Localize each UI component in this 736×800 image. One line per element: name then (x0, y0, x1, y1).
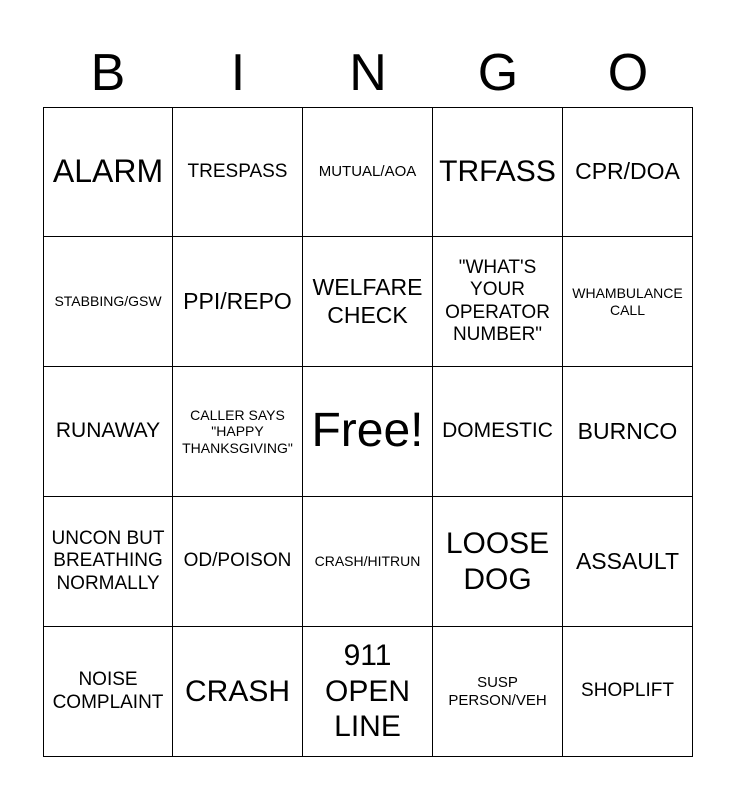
cell-text: "WHAT'S YOUR OPERATOR NUMBER" (445, 256, 550, 345)
bingo-cell[interactable] (303, 237, 433, 367)
bingo-cell[interactable] (433, 627, 563, 757)
cell-text: RUNAWAY (55, 419, 161, 443)
cell-text: TRESPASS (187, 160, 288, 182)
cell-text: CRASH (184, 674, 290, 708)
bingo-cell[interactable] (433, 367, 563, 497)
cell-text: LOOSE DOG (445, 527, 550, 596)
cell-text: WELFARE CHECK (312, 274, 423, 328)
bingo-cell[interactable] (303, 107, 433, 237)
bingo-cell[interactable] (433, 107, 563, 237)
header-letter-g: G (477, 44, 519, 102)
cell-text: BURNCO (577, 417, 678, 444)
cell-text: ALARM (52, 153, 164, 190)
bingo-cell[interactable] (43, 497, 173, 627)
bingo-cell[interactable] (173, 237, 303, 367)
bingo-cell[interactable] (433, 497, 563, 627)
cell-text: WHAMBULANCE CALL (572, 284, 683, 318)
bingo-cell[interactable] (563, 497, 693, 627)
bingo-cell[interactable] (303, 627, 433, 757)
free-space-text: Free! (311, 404, 424, 458)
cell-text: SUSP PERSON/VEH (448, 673, 547, 709)
cell-text: CALLER SAYS "HAPPY THANKSGIVING" (182, 406, 293, 456)
bingo-cell[interactable] (173, 627, 303, 757)
cell-text: TRFASS (439, 155, 556, 189)
cell-text: NOISE COMPLAINT (52, 669, 164, 713)
bingo-cell[interactable] (173, 497, 303, 627)
cell-text: CRASH/HITRUN (314, 553, 421, 570)
bingo-cell[interactable] (43, 367, 173, 497)
header-letter-b: B (90, 44, 126, 102)
bingo-cell[interactable] (563, 627, 693, 757)
free-space[interactable] (303, 367, 433, 497)
header-letter-o: O (607, 44, 649, 102)
cell-text: STABBING/GSW (54, 293, 162, 310)
bingo-cell[interactable] (433, 237, 563, 367)
bingo-header (43, 40, 693, 106)
cell-text: MUTUAL/AOA (318, 163, 417, 181)
cell-text: OD/POISON (183, 550, 292, 572)
header-letter-n: N (349, 44, 387, 102)
bingo-cell[interactable] (43, 107, 173, 237)
header-letter-i: I (230, 44, 246, 102)
bingo-cell[interactable] (173, 107, 303, 237)
cell-text: CPR/DOA (575, 158, 680, 185)
bingo-cell[interactable] (303, 497, 433, 627)
cell-text: 911 OPEN LINE (324, 639, 411, 744)
bingo-cell[interactable] (563, 367, 693, 497)
bingo-cell[interactable] (43, 627, 173, 757)
bingo-cell[interactable] (173, 367, 303, 497)
cell-text: PPI/REPO (183, 287, 292, 314)
bingo-board (43, 107, 693, 757)
bingo-cell[interactable] (563, 237, 693, 367)
cell-text: SHOPLIFT (581, 680, 674, 702)
cell-text: DOMESTIC (442, 419, 553, 443)
bingo-cell[interactable] (563, 107, 693, 237)
cell-text: ASSAULT (575, 547, 680, 574)
bingo-cell[interactable] (43, 237, 173, 367)
cell-text: UNCON BUT BREATHING NORMALLY (51, 527, 165, 594)
